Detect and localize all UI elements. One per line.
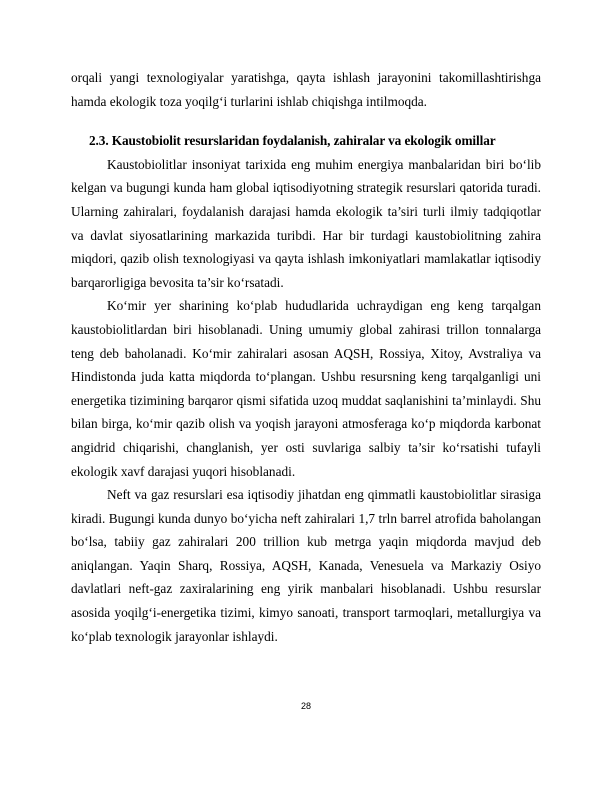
section-heading: 2.3. Kaustobiolit resurslaridan foydalanish, zahiralar va ekologik omillar: [89, 133, 496, 149]
body-paragraph-1: Kaustobiolitlar insoniyat tarixida eng muhim energiya manbalaridan biri bo‘lib kelgan va bugungi kunda ham global iqtisodiyotning strategik resurslari qatorida turadi. Ularning zahiralari, foydalanish darajasi hamda ekologik ta’siri turli ilmiy tadqiqotlar va davlat siyosatlarining markazida turibdi. Har bir turdagi kaustobiolitning zahira miqdori, qazib olish texnologiyasi va qayta ishlash imkoniyatlari mamlakatlar iqtisodiy barqarorligiga bevosita ta’sir ko‘rsatadi.: [71, 156, 541, 290]
document-page: [71, 66, 541, 648]
page-number: 28: [300, 701, 311, 711]
body-paragraph-3: Neft va gaz resurslari esa iqtisodiy jihatdan eng qimmatli kaustobiolitlar sirasiga kiradi. Bugungi kunda dunyo bo‘yicha neft zahiralari 1,7 trln barrel atrofida baholangan bo‘lsa, tabiiy gaz zahiralari 200 trillion kub metrga yaqin miqdorda mavjud deb aniqlangan. Yaqin Sharq, Rossiya, AQSH, Kanada, Venesuela va Markaziy Osiyo davlatlari neft-gaz zaxiralarining eng yirik manbalari hisoblanadi. Ushbu resurslar asosida yoqilg‘i-energetika tizimi, kimyo sanoati, transport tarmoqlari, metallurgiya va ko‘plab texnologik jarayonlar ishlaydi.: [71, 487, 541, 644]
intro-paragraph: orqali yangi texnologiyalar yaratishga, qayta ishlash jarayonini takomillashtirishga hamda ekologik toza yoqilg‘i turlarini ishlab chiqishga intilmoqda.: [71, 70, 541, 109]
body-paragraph-2: Ko‘mir yer sharining ko‘plab hududlarida uchraydigan eng keng tarqalgan kaustobiolitlardan biri hisoblanadi. Uning umumiy global zahirasi trillon tonnalarga teng deb baholanadi. Ko‘mir zahiralari asosan AQSH, Rossiya, Xitoy, Avstraliya va Hindistonda juda katta miqdorda to‘plangan. Ushbu resursning keng tarqalganligi uni energetika tizimining barqaror qismi sifatida uzoq muddat saqlanishini ta’minlaydi. Shu bilan birga, ko‘mir qazib olish va yoqish jarayoni atmosferaga ko‘p miqdorda karbonat angidrid chiqarishi, changlanish, yer osti suvlariga salbiy ta’sir ko‘rsatishi tufayli ekologik xavf darajasi yuqori hisoblanadi.: [71, 298, 541, 479]
